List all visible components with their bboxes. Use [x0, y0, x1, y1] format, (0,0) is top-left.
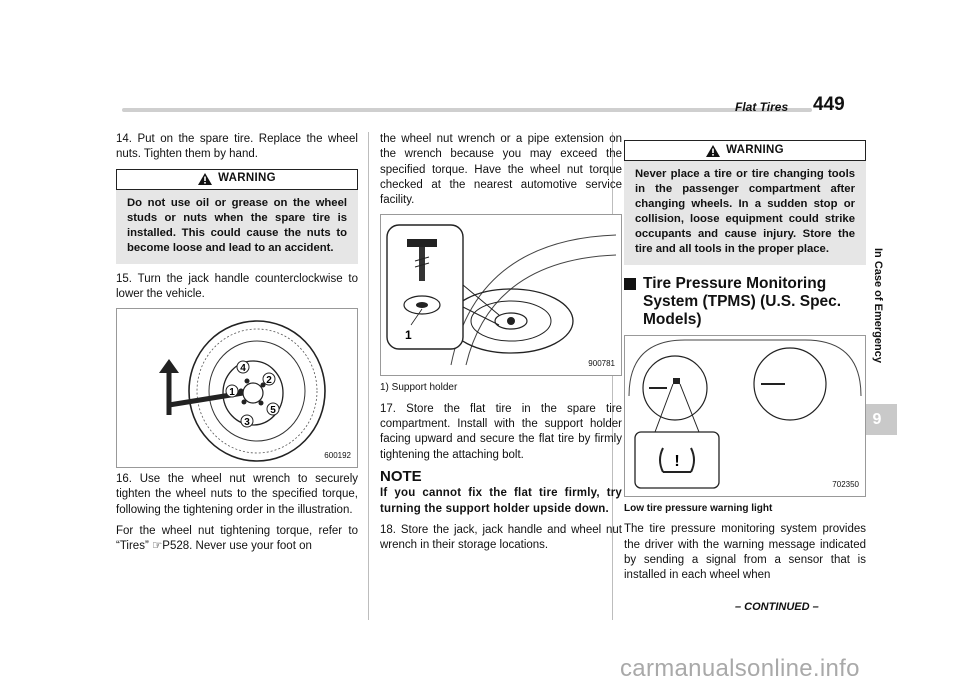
- note-heading: NOTE: [380, 467, 422, 485]
- header-rule: [122, 108, 812, 112]
- continued-label: – CONTINUED –: [735, 601, 819, 613]
- figure-support-holder: [380, 214, 622, 376]
- warning-triangle-icon: [706, 145, 720, 157]
- torque-reference: For the wheel nut tightening torque, refer to “Tires” ☞P528. Never use your foot on: [116, 525, 358, 553]
- nut-number-2: 2: [266, 375, 272, 387]
- figure-wheel-nut-order: [116, 308, 358, 468]
- spare-tire-compartment-illustration: [381, 215, 621, 375]
- warning-label: WARNING: [726, 143, 784, 156]
- header-section-title: Flat Tires: [735, 100, 789, 114]
- warning-box: [624, 140, 866, 265]
- nut-number-1: 1: [229, 387, 235, 399]
- nut-number-5: 5: [270, 405, 276, 417]
- nut-number-3: 3: [244, 417, 250, 429]
- section-heading: [624, 275, 866, 329]
- step-16: 16. Use the wheel nut wrench to securely tighten the wheel nuts to the specified torque, following the tightening order in the illustration.: [116, 473, 358, 516]
- tpms-description: The tire pressure monitoring system provides the driver with the warning message indicated by sending a signal from a sensor that is installed in each wheel when: [624, 523, 866, 582]
- continued-paragraph: the wheel nut wrench or a pipe extension on the wrench because you may exceed the specified torque. Have the wheel nut torque checked at the nearest automotive service facility.: [380, 133, 622, 207]
- warning-box: [116, 169, 358, 264]
- figure-code: 702350: [832, 479, 859, 489]
- step-17: 17. Store the flat tire in the spare tire compartment. Install with the support holder facing upward and secure the flat tire by firmly tightening the attaching bolt.: [380, 402, 622, 461]
- chapter-title: In Case of Emergency: [872, 247, 884, 363]
- figure-code: 600192: [324, 450, 351, 460]
- note-text: If you cannot fix the flat tire firmly, try turning the support holder upside down.: [380, 487, 622, 515]
- figure-code: 900781: [588, 359, 615, 369]
- step-18: 18. Store the jack, jack handle and wheel nut wrench in their storage locations.: [380, 523, 622, 552]
- column-divider: [368, 132, 369, 620]
- step-14: 14. Put on the spare tire. Replace the wheel nuts. Tighten them by hand.: [116, 133, 358, 161]
- warning-label: WARNING: [218, 172, 276, 185]
- warning-text: Do not use oil or grease on the wheel studs or nuts when the spare tire is installed. This could cause the nuts to become loose and lead to an accident.: [127, 196, 347, 254]
- figure-instrument-cluster: [624, 335, 866, 497]
- warning-header: [624, 140, 866, 161]
- column-2: [380, 132, 622, 559]
- figure-caption: 1) Support holder: [380, 382, 458, 394]
- page-number: 449: [813, 94, 845, 115]
- step-15: 15. Turn the jack handle counterclockwise to lower the vehicle.: [116, 272, 358, 300]
- warning-text: Never place a tire or tire changing tools in the passenger compartment after changing wheels. In a sudden stop or collision, loose equipment could strike occupants and cause injury. Store the tire and all tools in the proper place.: [635, 168, 855, 255]
- nut-number-4: 4: [240, 363, 246, 375]
- column-1: [116, 132, 358, 561]
- section-square-icon: [624, 278, 636, 290]
- section-title: Tire Pressure Monitoring System (TPMS) (U.S. Spec. Models): [643, 275, 842, 328]
- warning-triangle-icon: [198, 173, 212, 185]
- wheel-tightening-illustration: [117, 309, 357, 467]
- instrument-cluster-illustration: [625, 336, 865, 496]
- figure-caption: Low tire pressure warning light: [624, 503, 773, 514]
- watermark: carmanualsonline.info: [620, 655, 860, 682]
- callout-1: 1: [405, 328, 412, 343]
- svg-text:!: !: [674, 453, 680, 470]
- column-3: [624, 132, 866, 589]
- warning-header: [116, 169, 358, 190]
- chapter-number-tab: 9: [857, 404, 897, 435]
